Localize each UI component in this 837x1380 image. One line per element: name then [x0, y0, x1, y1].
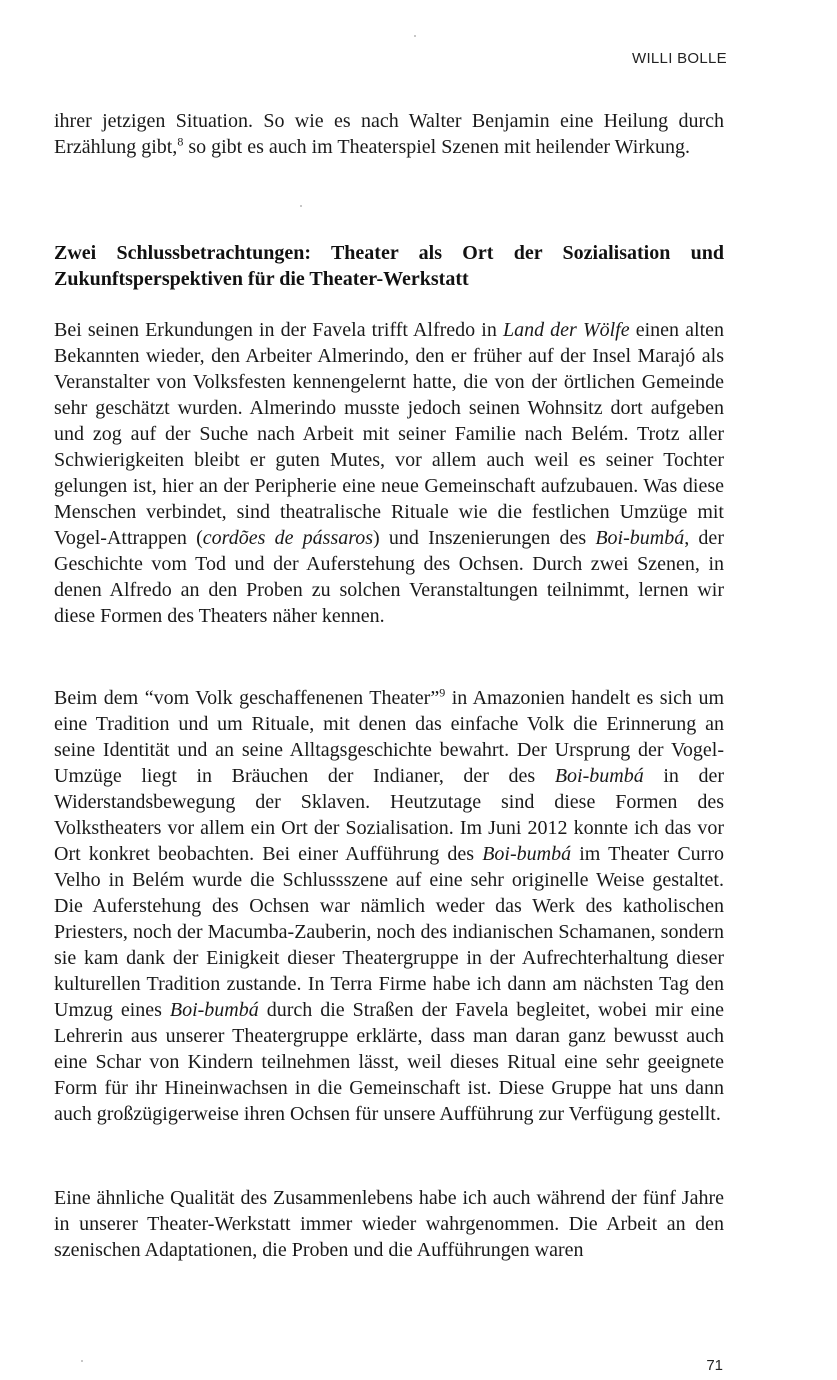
- paragraph-4-text: Eine ähnliche Qualität des Zusammenlebens habe ich auch während der fünf Jahre in unserer Theater-Werkstatt immer wieder wahrgenommen. Die Arbeit an den szenischen Adaptationen, die Proben und die Aufführungen waren: [54, 1187, 724, 1261]
- paragraph-3-text-2: in Amazonien handelt es sich um eine Tradition und um Rituale, mit denen das einfache Volk die Erinnerung an seine Identität und an seine Alltagsgeschichte bewahrt. Der Ursprung der Vogel-Umzüge liegt in Bräuchen der Indianer, der des: [54, 687, 724, 787]
- paragraph-2-text-1: Bei seinen Erkundungen in der Favela trifft Alfredo in: [54, 319, 503, 341]
- paragraph-1: [54, 108, 724, 160]
- term-cordoes: cordões de pássaros: [202, 527, 374, 549]
- scan-speck: [81, 1360, 83, 1362]
- scan-speck: [414, 35, 416, 37]
- work-title: Land der Wölfe: [502, 319, 630, 341]
- paragraph-3-text-5: durch die Straßen der Favela begleitet, wobei mir eine Lehrerin aus unserer Theatergruppe erklärte, dass man daran ganz bewusst auch eine Schar von Kindern teilnehmen lässt, weil dieses Ritual eine sehr geeignete Form für ihr Hineinwachsen in die Gemeinschaft ist. Diese Gruppe hat uns dann auch großzügigerweise ihren Ochsen für unsere Aufführung zur Verfügung gestellt.: [54, 999, 724, 1125]
- paragraph-1-text-b: so gibt es auch im Theaterspiel Szenen mit heilender Wirkung.: [183, 136, 690, 158]
- paragraph-2-text-2: einen alten Bekannten wieder, den Arbeiter Almerindo, den er früher auf der Insel Marajó als Veranstalter von Volksfesten kennengelernt hatte, die von der örtlichen Gemeinde sehr geschätzt wurden. Almerindo musste jedoch seinen Wohnsitz dort aufgeben und zog auf der Suche nach Arbeit mit seiner Familie nach Belém. Trotz aller Schwierigkeiten bleibt er guten Mutes, vor allem auch weil es seiner Tochter gelungen ist, hier an der Peripherie eine neue Gemeinschaft aufzubauen. Was diese Menschen verbindet, sind theatralische Rituale wie die festlichen Umzüge mit Vogel-Attrappen (: [54, 319, 725, 549]
- scan-speck: [300, 205, 302, 207]
- page-number: 71: [706, 1357, 723, 1374]
- section-heading: Zwei Schlussbetrachtungen: Theater als Ort der Sozialisation und Zukunftsperspektiven für die Theater-Werkstatt: [54, 242, 724, 290]
- paragraph-3: [54, 685, 724, 1127]
- paragraph-3-text-4: im Theater Curro Velho in Belém wurde die Schlussszene auf eine sehr originelle Weise gestaltet. Die Auferstehung des Ochsen war nämlich weder das Werk des katholischen Priesters, noch der Macumba-Zauberin, noch des indianischen Schamanen, sondern sie kam dank der Einigkeit dieser Theatergruppe in der Aufrechterhaltung dieser kulturellen Tradition zustande. In Terra Firme habe ich dann am nächsten Tag den Umzug eines: [54, 843, 725, 1021]
- term-boi-bumba: Boi-bumbá: [595, 527, 685, 549]
- paragraph-2: [54, 317, 724, 629]
- paragraph-3-text-3: in der Widerstandsbewegung der Sklaven. Heutzutage sind diese Formen des Volkstheaters vor allem ein Ort der Sozialisation. Im Juni 2012 konnte ich das vor Ort konkret beobachten. Bei einer Aufführung des: [54, 765, 725, 865]
- paragraph-3-text-1: Beim dem “vom Volk geschaffenenen Theater”: [54, 687, 440, 709]
- footnote-ref-8[interactable]: 8: [177, 134, 184, 149]
- term-boi-bumba: Boi-bumbá: [554, 765, 644, 787]
- running-head-author: WILLI BOLLE: [631, 50, 727, 67]
- term-boi-bumba: Boi-bumbá: [169, 999, 259, 1021]
- paragraph-1-text-a: ihrer jetzigen Situation. So wie es nach Walter Benjamin eine Heilung durch Erzählung gibt,: [54, 110, 724, 158]
- term-boi-bumba: Boi-bumbá: [482, 843, 572, 865]
- paragraph-2-text-3: ) und Inszenierungen des: [373, 527, 596, 549]
- footnote-ref-9[interactable]: 9: [439, 685, 446, 700]
- paragraph-2-text-4: , der Geschichte vom Tod und der Auferstehung des Ochsen. Durch zwei Szenen, in denen Alfredo an den Proben zu solchen Veranstaltungen teilnimmt, lernen wir diese Formen des Theaters näher kennen.: [54, 527, 724, 627]
- paragraph-4: [54, 1185, 724, 1263]
